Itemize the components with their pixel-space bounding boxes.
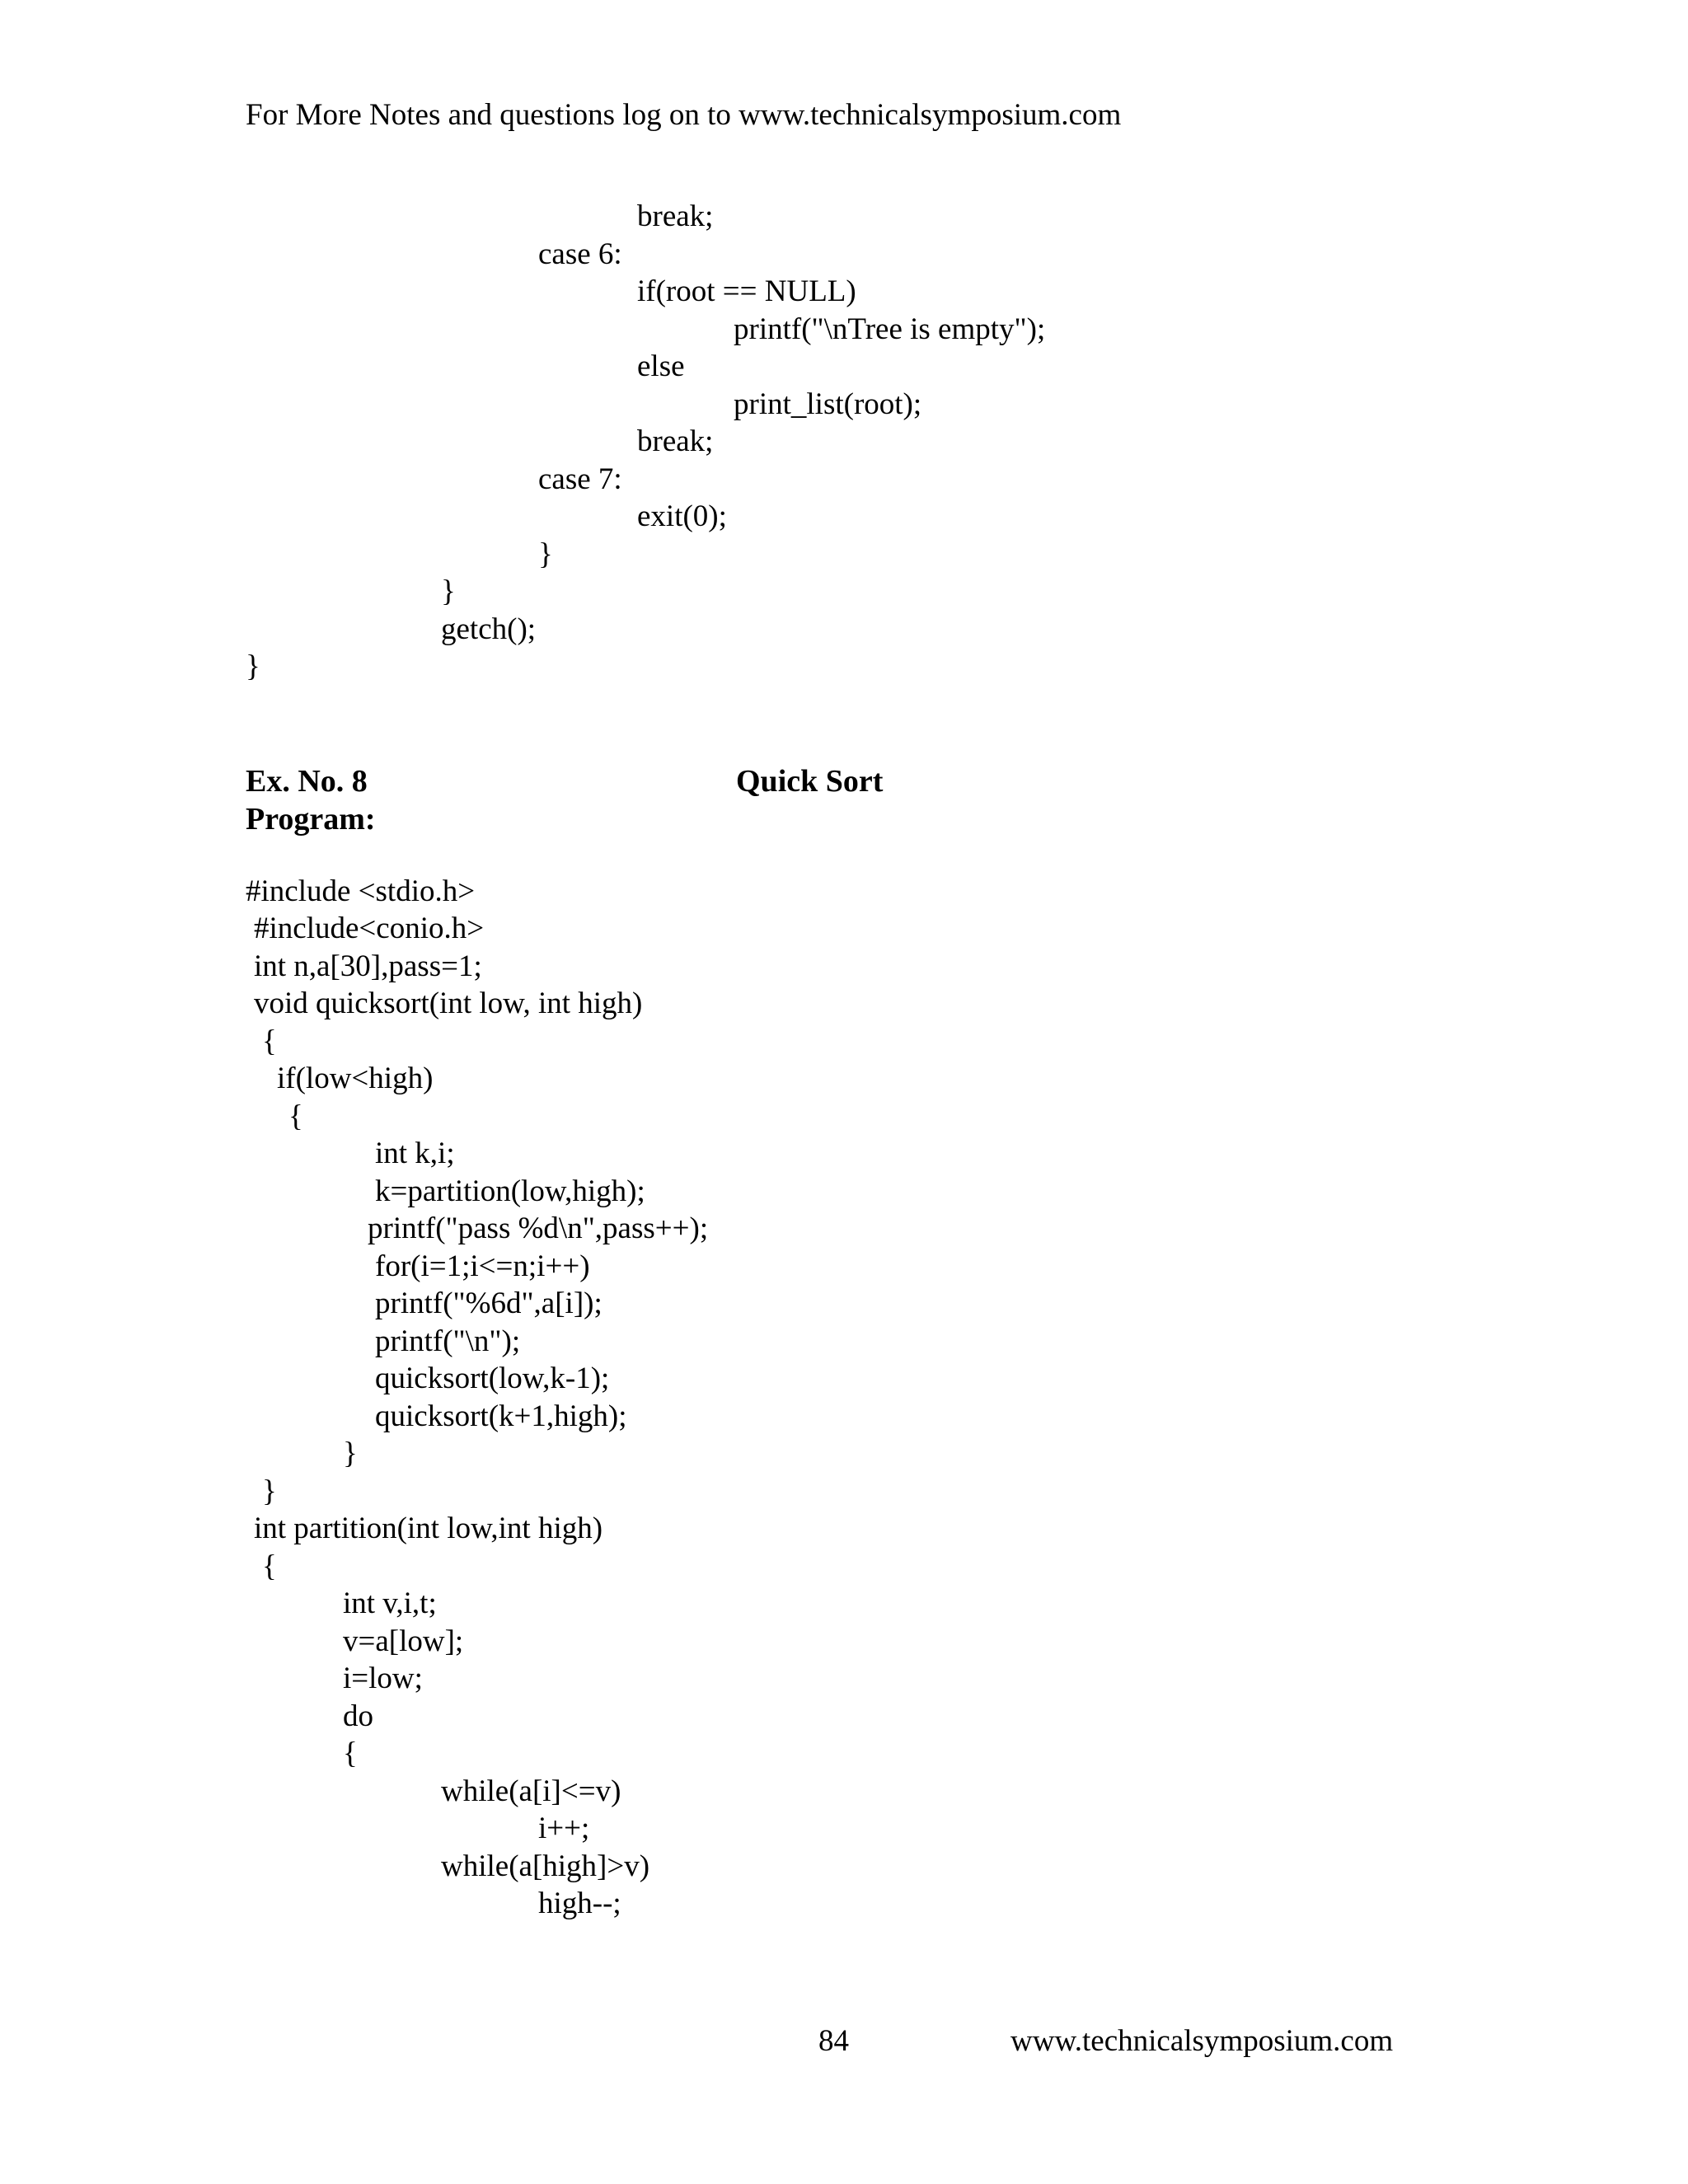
code-line: exit(0); — [637, 499, 727, 533]
code-line: print_list(root); — [734, 387, 922, 421]
page-header: For More Notes and questions log on to www.technicalsymposium.com — [246, 98, 1122, 132]
code-line: getch(); — [441, 612, 537, 646]
exercise-number: Ex. No. 8 — [246, 764, 368, 799]
code-line: int v,i,t; — [343, 1586, 437, 1620]
code-line: for(i=1;i<=n;i++) — [375, 1249, 590, 1283]
code-line: } — [441, 574, 456, 608]
code-line: printf("\n"); — [375, 1324, 521, 1358]
code-line: printf("%6d",a[i]); — [375, 1286, 603, 1320]
code-line: printf("\nTree is empty"); — [734, 312, 1046, 346]
code-line: v=a[low]; — [343, 1624, 464, 1658]
code-line: case 6: — [538, 237, 622, 271]
code-line: } — [262, 1474, 277, 1508]
code-line: int n,a[30],pass=1; — [254, 949, 482, 983]
code-line: quicksort(k+1,high); — [375, 1399, 627, 1433]
code-line: do — [343, 1699, 373, 1733]
code-line: while(a[high]>v) — [441, 1849, 650, 1883]
code-line: k=partition(low,high); — [375, 1174, 645, 1208]
code-line: break; — [637, 424, 714, 458]
program-label: Program: — [246, 802, 376, 837]
code-line: { — [288, 1099, 303, 1133]
code-line: while(a[i]<=v) — [441, 1774, 621, 1808]
exercise-title: Quick Sort — [736, 764, 884, 799]
code-line: i++; — [538, 1811, 590, 1845]
page-number: 84 — [818, 2024, 849, 2058]
code-line: } — [343, 1436, 358, 1470]
footer-site: www.technicalsymposium.com — [1010, 2024, 1394, 2058]
code-line: #include <stdio.h> — [246, 874, 476, 908]
code-line: if(low<high) — [277, 1062, 434, 1095]
code-line: high--; — [538, 1886, 621, 1920]
code-line: void quicksort(int low, int high) — [254, 987, 643, 1020]
code-line: } — [538, 537, 553, 571]
code-line: case 7: — [538, 462, 622, 496]
code-line: #include<conio.h> — [254, 912, 485, 945]
code-line: } — [246, 649, 260, 683]
code-line: break; — [637, 199, 714, 233]
code-line: { — [343, 1736, 358, 1770]
code-line: printf("pass %d\n",pass++); — [368, 1212, 709, 1245]
code-line: { — [262, 1024, 277, 1058]
code-line: quicksort(low,k-1); — [375, 1361, 610, 1395]
code-line: else — [637, 349, 685, 383]
code-line: int k,i; — [375, 1137, 455, 1170]
code-line: int partition(int low,int high) — [254, 1511, 603, 1545]
code-line: if(root == NULL) — [637, 274, 856, 308]
code-line: i=low; — [343, 1661, 423, 1695]
code-line: { — [262, 1549, 277, 1583]
